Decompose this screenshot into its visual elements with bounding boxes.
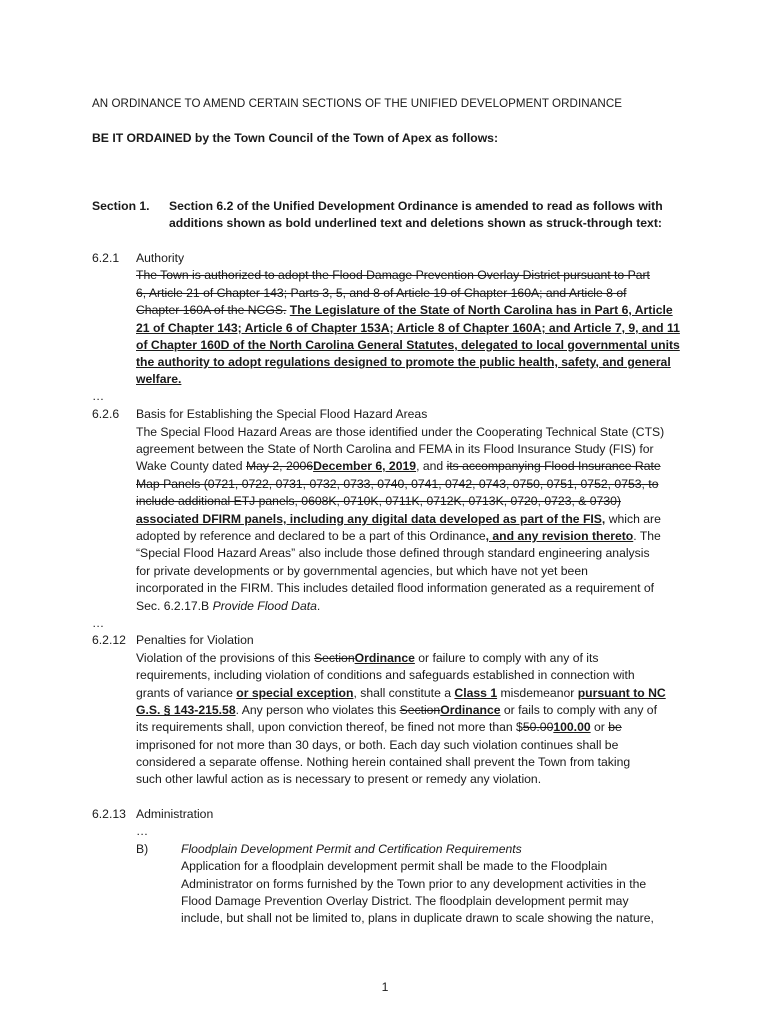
body-text: . The [633,529,661,543]
inserted-text-line: the authority to adopt regulations designed to promote the public health, safety, and general [136,355,671,369]
body-text-line: imprisoned for not more than 30 days, or both. Each day such violation continues shall be [136,738,619,752]
body-text-line: requirements, including violation of conditions and safeguards established in connection with [136,668,635,682]
inserted-text-line: welfare. [136,372,182,386]
body-text: or [590,720,609,734]
ellipsis: … [92,616,105,630]
body-text: grants of variance [136,686,237,700]
inserted-text: The Legislature of the State of North Carolina has in Part 6, Article [289,303,673,317]
body-text: , shall constitute a [353,686,455,700]
mixed-text-line [136,302,673,319]
mixed-text-line [136,650,598,667]
body-text-line: include, but shall not be limited to, plans in duplicate drawn to scale showing the nature, [181,911,654,925]
body-text: Wake County dated [136,459,246,473]
heading-administration: Administration [136,807,214,821]
inserted-text: 100.00 [553,720,591,734]
mixed-text-line [136,719,622,736]
body-text-line: Flood Damage Prevention Overlay District. The floodplain development permit may [181,894,629,908]
mixed-text-line [136,528,661,545]
body-text: . [316,599,321,613]
deleted-text-line: include additional ETJ panels, 0608K, 0710K, 0711K, 0712K, 0713K, 0720, 0723, & 0730) [136,494,621,508]
body-text: Violation of the provisions of this [136,651,314,665]
mixed-text-line [136,598,320,615]
section-1-text-line: Section 6.2 of the Unified Development Ordinance is amended to read as follows with [169,199,663,213]
body-text: or failure to comply with any of its [414,651,599,665]
deleted-text: Chapter 160A of the NCGS. [136,303,287,317]
heading-penalties: Penalties for Violation [136,633,254,647]
item-heading-text: Floodplain Development Permit and Certification Requirements [181,842,522,856]
inserted-text: Ordinance [440,703,501,717]
body-text: , and [416,459,447,473]
heading-authority: Authority [136,251,185,265]
item-heading [181,841,522,858]
body-text-line: “Special Flood Hazard Areas” also include those defined through standard engineering analysis [136,546,650,560]
inserted-text: G.S. § 143-215.58 [136,703,236,717]
cross-reference: Provide Flood Data [212,599,317,613]
body-text-line: Administrator on forms furnished by the Town prior to any development activities in the [181,877,647,891]
body-text-line: such other lawful action as is necessary to present or remedy any violation. [136,772,542,786]
body-text: which are [605,512,661,526]
section-number-6-2-12: 6.2.12 [92,633,126,647]
section-number-6-2-13: 6.2.13 [92,807,126,821]
inserted-text: or special exception [236,686,354,700]
inserted-text-line: 21 of Chapter 143; Article 6 of Chapter 153A; Article 8 of Chapter 160A; and Article 7, 9, and 11 [136,321,680,335]
body-text: its requirements shall, upon conviction thereof, be fined not more than $ [136,720,523,734]
inserted-text: , and any revision thereto [485,529,634,543]
mixed-text-line [136,458,661,475]
ordinance-title: AN ORDINANCE TO AMEND CERTAIN SECTIONS OF THE UNIFIED DEVELOPMENT ORDINANCE [92,97,623,110]
deleted-text-line: Map Panels (0721, 0722, 0731, 0732, 0733, 0740, 0741, 0742, 0743, 0750, 0751, 0752, 0753, to [136,477,659,491]
deleted-text: Section [313,651,355,665]
mixed-text-line [136,511,661,528]
item-label-b: B) [136,842,149,856]
deleted-text: 50.00 [522,720,554,734]
section-1-label: Section 1. [92,199,150,213]
body-text: or fails to comply with any of [500,703,657,717]
inserted-text: December 6, 2019 [313,459,417,473]
heading-special-flood-hazard-areas: Basis for Establishing the Special Flood Hazard Areas [136,407,428,421]
section-number-6-2-1: 6.2.1 [92,251,120,265]
ellipsis: … [92,389,105,403]
inserted-text: Ordinance [354,651,415,665]
body-text-line: for private developments or by governmental agencies, but which have not yet been [136,564,588,578]
body-text-line: The Special Flood Hazard Areas are those identified under the Cooperating Technical State (CTS) [136,425,665,439]
deleted-text: be [608,720,622,734]
body-text: misdemeanor [497,686,578,700]
body-text-line: Application for a floodplain development permit shall be made to the Floodplain [181,859,608,873]
body-text: Sec. 6.2.17.B [136,599,213,613]
body-text-line: considered a separate offense. Nothing herein contained shall prevent the Town from taking [136,755,631,769]
ellipsis: … [136,824,149,838]
deleted-text: Section [399,703,441,717]
deleted-text: May 2, 2006 [245,459,314,473]
inserted-text: pursuant to NC [577,686,666,700]
inserted-text: Class 1 [454,686,498,700]
mixed-text-line [136,702,657,719]
body-text: . Any person who violates this [235,703,400,717]
enacting-clause: BE IT ORDAINED by the Town Council of the Town of Apex as follows: [92,131,499,145]
section-1-text-line: additions shown as bold underlined text and deletions shown as struck-through text: [169,216,662,230]
mixed-text-line [136,685,666,702]
body-text: adopted by reference and declared to be a part of this Ordinance [136,529,486,543]
section-number-6-2-6: 6.2.6 [92,407,120,421]
deleted-text-line: The Town is authorized to adopt the Flood Damage Prevention Overlay District pursuant to Part [136,268,650,282]
body-text-line: incorporated in the FIRM. This includes detailed flood information generated as a requirement of [136,581,655,595]
body-text-line: agreement between the State of North Carolina and FEMA in its Flood Insurance Study (FIS) for [136,442,654,456]
deleted-text: its accompanying Flood Insurance Rate [446,459,661,473]
page-number: 1 [381,980,389,994]
inserted-text: associated DFIRM panels, including any digital data developed as part of the FIS, [136,512,606,526]
inserted-text-line: of Chapter 160D of the North Carolina General Statutes, delegated to local governmental units [136,338,680,352]
deleted-text-line: 6, Article 21 of Chapter 143; Parts 3, 5, and 8 of Article 19 of Chapter 160A; and Article 8 of [136,286,627,300]
